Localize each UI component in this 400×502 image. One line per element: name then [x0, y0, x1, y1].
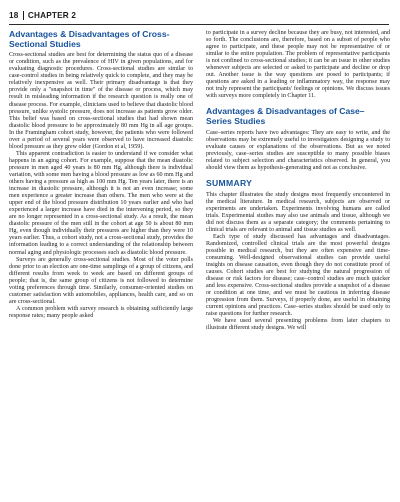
paragraph: Surveys are generally cross-sectional studies. Most of the voter polls done prior to an election are one-time samplings of a group of citizens, and different results from week to week are based on different groups of people; that is, the same group of citizens is not followed to determine voting preferences through time. Similarly, consumer-oriented studies on customer satisfaction with automobiles, appliances, health care, and so on are cross-sectional. — [9, 256, 193, 305]
section-heading-cross-sectional: Advantages & Disadvantages of Cross-Sectional Studies — [9, 29, 170, 49]
paragraph: Case–series reports have two advantages: They are easy to write, and the observations may be extremely useful to investigators designing a study to evaluate causes or explanations of the observations. But as we noted previously, case–series studies are susceptible to many possible biases related to subject selection and characteristics observed. In general, you should view them as hypothesis-generating and not as conclusive. — [206, 129, 390, 171]
left-column — [9, 30, 193, 320]
paragraph: We have used several presenting problems from later chapters to illustrate different study designs. We will — [206, 318, 390, 332]
section-heading-case-series: Advantages & Disadvantages of Case–Series Studies — [206, 106, 365, 127]
paragraph: This chapter illustrates the study designs most frequently encountered in the medical literature. In medical research, subjects are observed or experiments are undertaken. Experiments involving humans are called trials. Experimental studies may also use animals and tissue, although we did not discuss them as a separate category; the comments pertaining to clinical trials are relevant to animal and tissue studies as well. — [206, 191, 390, 233]
paragraph: Cross-sectional studies are best for determining the status quo of a disease or condition, such as the prevalence of HIV in given populations, and for evaluating diagnostic procedures. Cross-sectional studies are similar to case-control studies in being relatively quick to complete, and they may be relatively inexpensive as well. Their primary disadvantage is that they provide only a "snapshot in time" of the disease or process, which may result in misleading information if the research question is really one of disease process. For example, clinicians used to believe that diastolic blood pressure, unlike systolic pressure, does not increase as patients grow older. This belief was based on cross-sectional studies that had shown mean diastolic blood pressure to be approximately 80 mm Hg in all age groups. In the Framingham cohort study, however, the patients who were followed over a period of several years were observed to have increased diastolic blood pressure as they grew older (Gordon et al, 1959). — [9, 52, 193, 150]
paragraph: Each type of study discussed has advantages and disadvantages. Randomized, controlled clinical trials are the most powerful designs possible in medical research, but they are often expensive and time-consuming. Well-designed observational studies can provide useful insights on disease causation, even though they do not constitute proof of causes. Cohort studies are best for studying the natural progression of disease or risk factors for disease; case–control studies are much quicker and less expensive. Cross-sectional studies provide a snapshot of a disease or condition at one time, and we must be cautious in inferring disease progression from them. Surveys, if properly done, are useful in obtaining current opinions and practices. Case–series studies should be used only to raise questions for further research. — [206, 233, 390, 318]
paragraph: A common problem with survey research is obtaining sufficiently large response rates; many people asked — [9, 305, 193, 319]
chapter-label: CHAPTER 2 — [27, 10, 77, 20]
header-rule — [9, 24, 389, 25]
paragraph: to participate in a survey decline because they are busy, not interested, and so forth. The conclusions are, therefore, based on a subset of people who agree to participate, and these people may not be representative of or similar to the entire population. The problem of representative participants is not confined to cross-sectional studies; it can be an issue in other studies whenever subjects are selected or asked to participate and decline or drop out. Another issue is the way questions are posed to participants; if questions are asked in a leading or inflammatory way, the response may not truly represent the participants' feelings or opinions. We discuss issues with surveys more completely in Chapter 11. — [206, 30, 390, 100]
running-header — [9, 9, 76, 21]
header-divider — [23, 11, 24, 20]
section-heading-summary: SUMMARY — [206, 177, 253, 188]
right-column — [206, 30, 390, 332]
paragraph: This apparent contradiction is easier to understand if we consider what happens in an aging cohort. For example, suppose that the mean diastolic pressure in men aged 40 years is 80 mm Hg, although there is individual variation, with some men having a blood pressure as low as 60 mm Hg and others having a pressure as high as 100 mm Hg. Ten years later, there is an increase in diastolic pressure, although it is not an even increase; some men experience a greater increase than others. The men who were at the upper end of the blood pressure distribution 10 years earlier and who had experienced a larger increase have died in the intervening period, so they are no longer represented in a cross-sectional study. As a result, the mean diastolic pressure of the men still in the cohort at age 50 is about 80 mm Hg, even though individually their pressures are higher than they were 10 years earlier. Thus, a cohort study, not a cross-sectional study, provides the information leading to a correct understanding of the relationship between normal aging and physiologic processes such as diastolic blood pressure. — [9, 150, 193, 256]
page-number: 18 — [9, 10, 19, 20]
